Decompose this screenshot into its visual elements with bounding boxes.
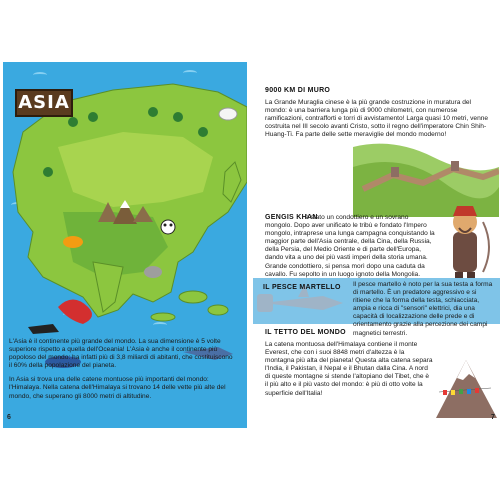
title-banner: [15, 89, 73, 117]
section-heading: GENGIS KHAN: [265, 214, 318, 221]
page-number: 6: [7, 414, 11, 421]
section-text: Il pesce martello è noto per la sua testa a forma di martello. È un predatore aggressivo e si ritiene che la forma della testa, schiacciata, ampia e ricca di "sensori" elettrici, dia una capacità di localizzazione delle prede e di orientamento grazie alla percezione dei campi magnetici terrestri.: [353, 281, 493, 337]
paragraph: In Asia si trova una delle catene montuose più importanti del mondo: l'Himalaya. Nella catena dell'Himalaya si trovano 14 delle vette più alte del mondo, che superano gli 8000 metri di altitudine.: [9, 376, 226, 400]
section-heading: IL TETTO DEL MONDO: [265, 329, 346, 336]
page-title: ASIA: [18, 92, 70, 113]
facts-page: [253, 62, 500, 428]
section-text: è stato un condottiero e un sovrano mongolo. Dopo aver unificato le tribù e fondato l'Impero mongolo, intraprese una lunga campagna conquistando la maggior parte dell'Asia centrale, della Cina, della Russia, della Persia, del Medio Oriente e di parte dell'Europa, dando vita a uno dei più vasti imperi della storia umana. Grande condottiero, si pensa morì dopo una caduta da cavallo. Fu sepolto in un luogo ignoto della Mongolia.: [265, 214, 435, 278]
himalaya-illustration: [431, 352, 500, 422]
section-heading: IL PESCE MARTELLO: [263, 284, 341, 291]
asia-map-page: [3, 62, 247, 428]
paragraph: L'Asia è il continente più grande del mondo. La sua dimensione è 5 volte superiore rispetto a quella dell'Oceania! L'Asia è anche il continente più popoloso del mondo: ha infatti più di 3,8 miliardi di abitanti, che costituiscono il 60% della popolazione del pianeta.: [9, 338, 233, 370]
page-number: 7: [491, 414, 495, 421]
section-text: La catena montuosa dell'Himalaya contiene il monte Everest, che con i suoi 8848 metri d'altezza è la montagna più alta del pianeta! Questa alta catena separa l'India, il Pakistan, il Nepal e il Bhutan dalla Cina. A nord di queste montagne si stende l'altopiano del Tibet, che è il più alto e il più vasto del mondo: è più di otto volte la superficie dell'Italia!: [265, 341, 433, 397]
section-heading: 9000 KM DI MURO: [265, 87, 331, 94]
section-text: La Grande Muraglia cinese è la più grande costruzione in muratura del mondo: è una barriera lunga più di 9000 chilometri, con numerose ramificazioni, contrafforti e torri di avvistamento! Larga quasi 10 metri, venne costruita nel III secolo avanti Cristo, sotto il regno dell'imperatore Chin Shih-Huang-Ti. Fa parte delle sette meraviglie del mondo moderno!: [265, 99, 489, 139]
left-body-text: [9, 338, 235, 407]
